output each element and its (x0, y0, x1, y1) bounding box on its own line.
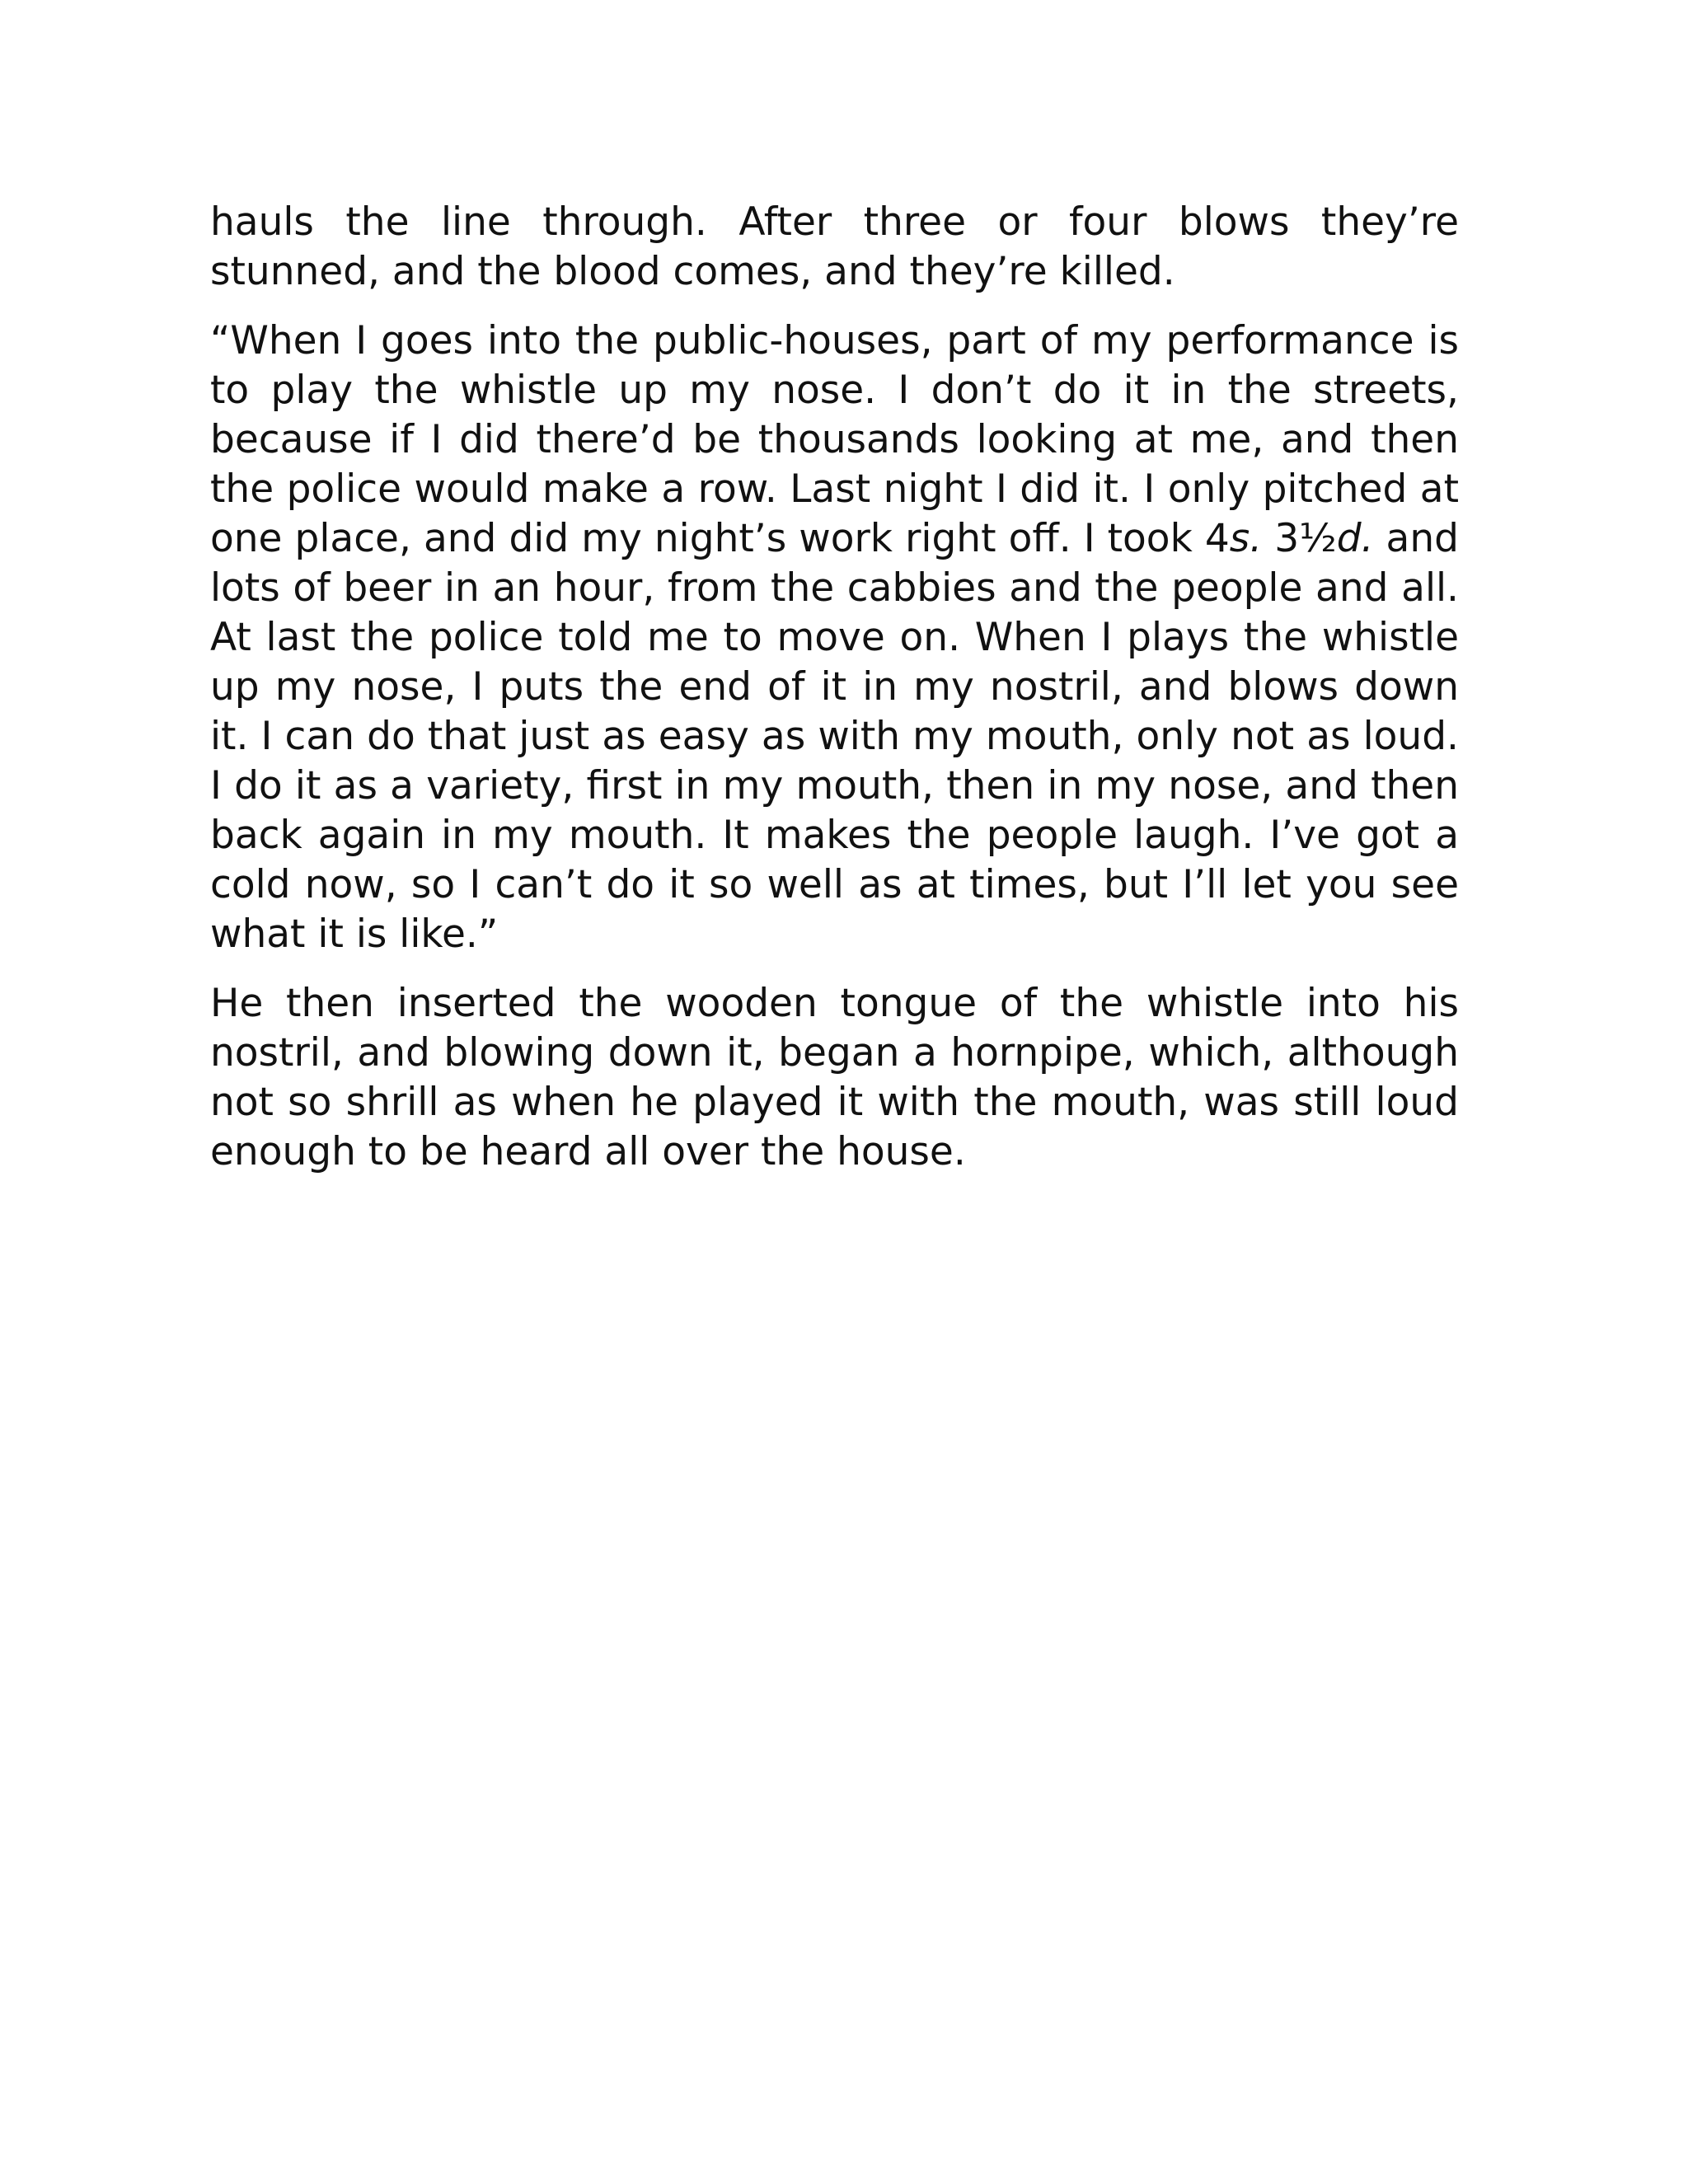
paragraph-2-text-after: and lots of beer in an hour, from the cabbies and the people and all. At last the police told me to move on. When I plays the whistle up my nose, I puts the end of it in my nostril, and blows down it. I can do that just as easy as with my mouth, only not as loud. I do it as a variety, first in my mouth, then in my nose, and then back again in my mouth. It makes the people laugh. I’ve got a cold now, so I can’t do it so well as at times, but I’ll let you see what it is like.” (210, 516, 1459, 957)
money-shillings: s. (1229, 516, 1263, 561)
paragraph-1 (210, 198, 1459, 297)
money-pence: d. (1336, 516, 1374, 561)
document-page (210, 198, 1459, 1197)
paragraph-2 (210, 316, 1459, 959)
paragraph-3-text: He then inserted the wooden tongue of the whistle into his nostril, and blowing down it, began a hornpipe, which, although not so shrill as when he played it with the mouth, was still loud enough to be heard all over the house. (210, 981, 1459, 1174)
money-mid: 3½ (1262, 516, 1337, 561)
paragraph-3 (210, 979, 1459, 1177)
paragraph-1-text: hauls the line through. After three or four blows they’re stunned, and the blood comes, and they’re killed. (210, 199, 1459, 294)
paragraph-2-text-before: “When I goes into the public-houses, part of my performance is to play the whistle up my nose. I don’t do it in the streets, because if I did there’d be thousands looking at me, and then the police would make a row. Last night I did it. I only pitched at one place, and did my night’s work right off. I took 4 (210, 318, 1459, 561)
